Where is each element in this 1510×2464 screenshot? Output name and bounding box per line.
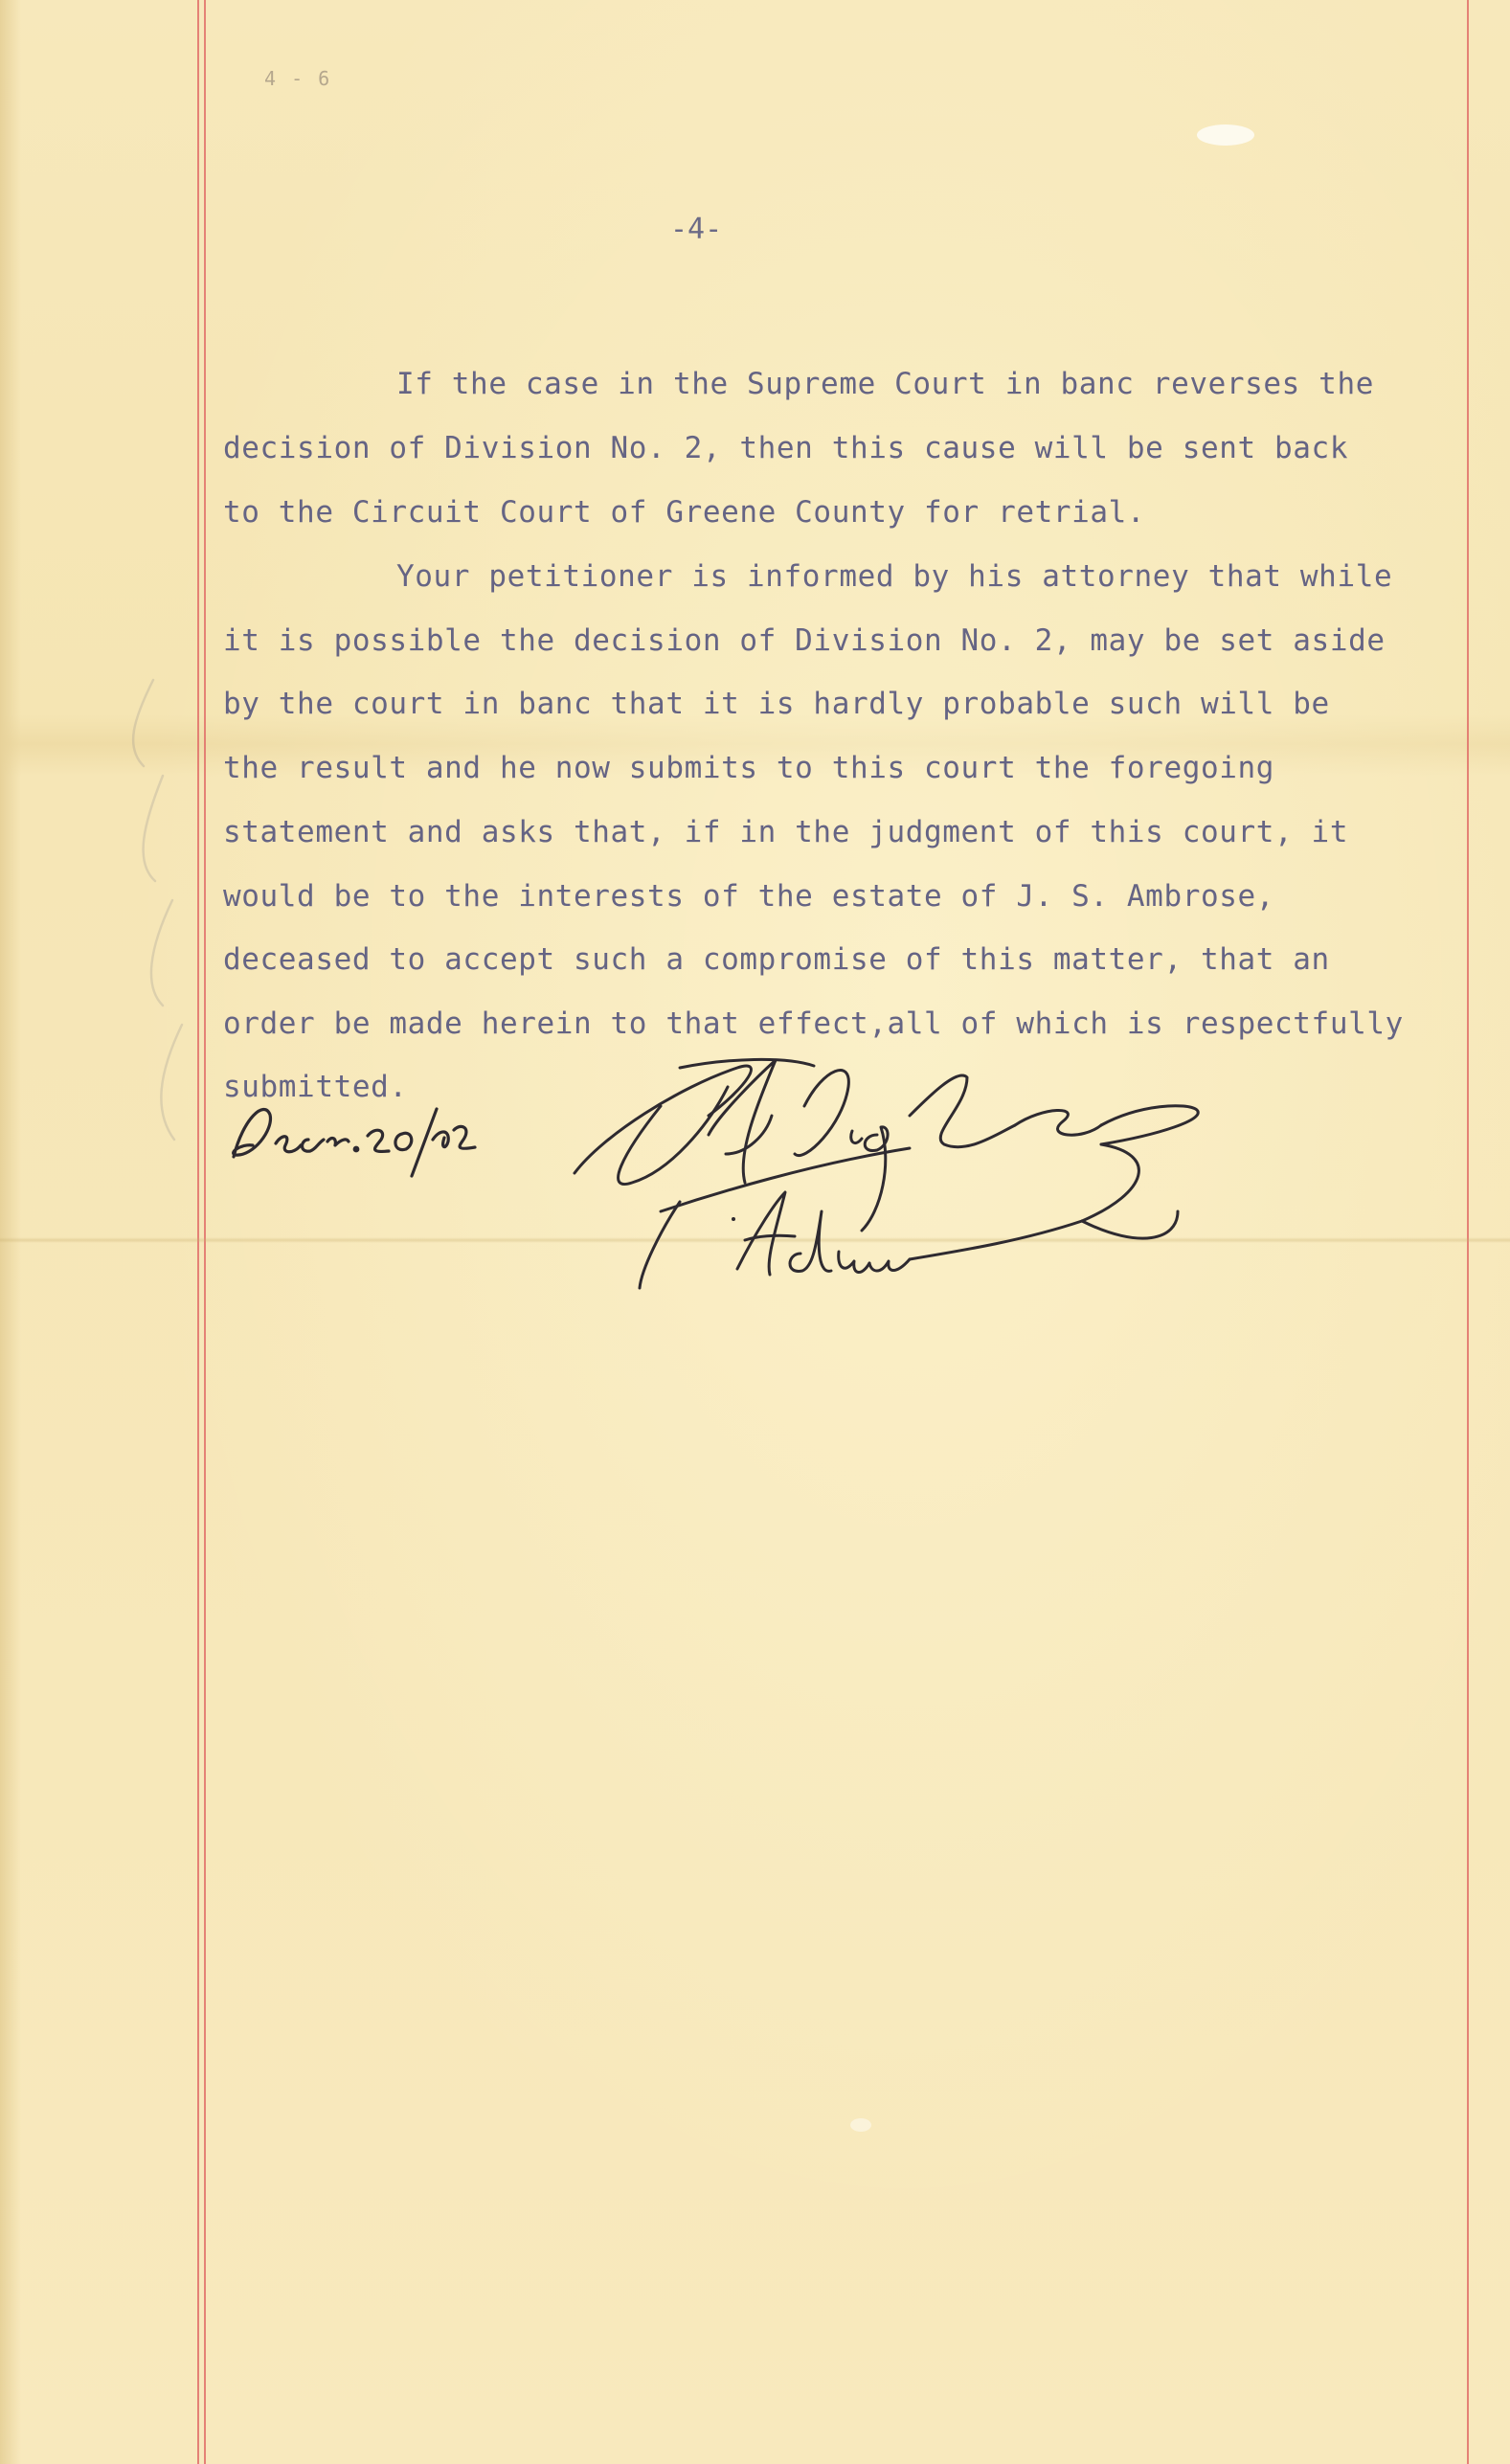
text-line: to the Circuit Court of Greene County for retrial. [223,495,1146,530]
handwritten-signature [565,1049,1446,1317]
text-line: Your petitioner is informed by his attorney that while [396,559,1393,594]
text-line: order be made herein to that effect,all of which is respectfully [223,1006,1404,1041]
text-line: the result and he now submits to this court the foregoing [223,751,1275,785]
handwritten-date [224,1080,511,1186]
text-line: If the case in the Supreme Court in banc reverses the [396,367,1374,401]
paper-damage-spot-lower [850,2118,871,2132]
text-line: by the court in banc that it is hardly probable such will be [223,687,1330,721]
left-margin-rule-inner [204,0,206,2464]
text-line: deceased to accept such a compromise of this matter, that an [223,942,1330,977]
paper-damage-spot [1197,124,1254,146]
corner-mark: 4 - 6 [264,67,332,90]
page-number: -4- [670,213,723,246]
text-line: submitted. [223,1070,408,1104]
text-line: statement and asks that, if in the judgment of this court, it [223,815,1349,849]
left-margin-rule [197,0,199,2464]
faint-pencil-marks [96,661,230,1159]
paper-edge-shadow [0,0,21,2464]
right-margin-rule [1467,0,1469,2464]
text-line: would be to the interests of the estate of J. S. Ambrose, [223,879,1275,914]
text-line: decision of Division No. 2, then this cause will be sent back [223,431,1349,465]
text-line: it is possible the decision of Division No. 2, may be set aside [223,623,1386,658]
